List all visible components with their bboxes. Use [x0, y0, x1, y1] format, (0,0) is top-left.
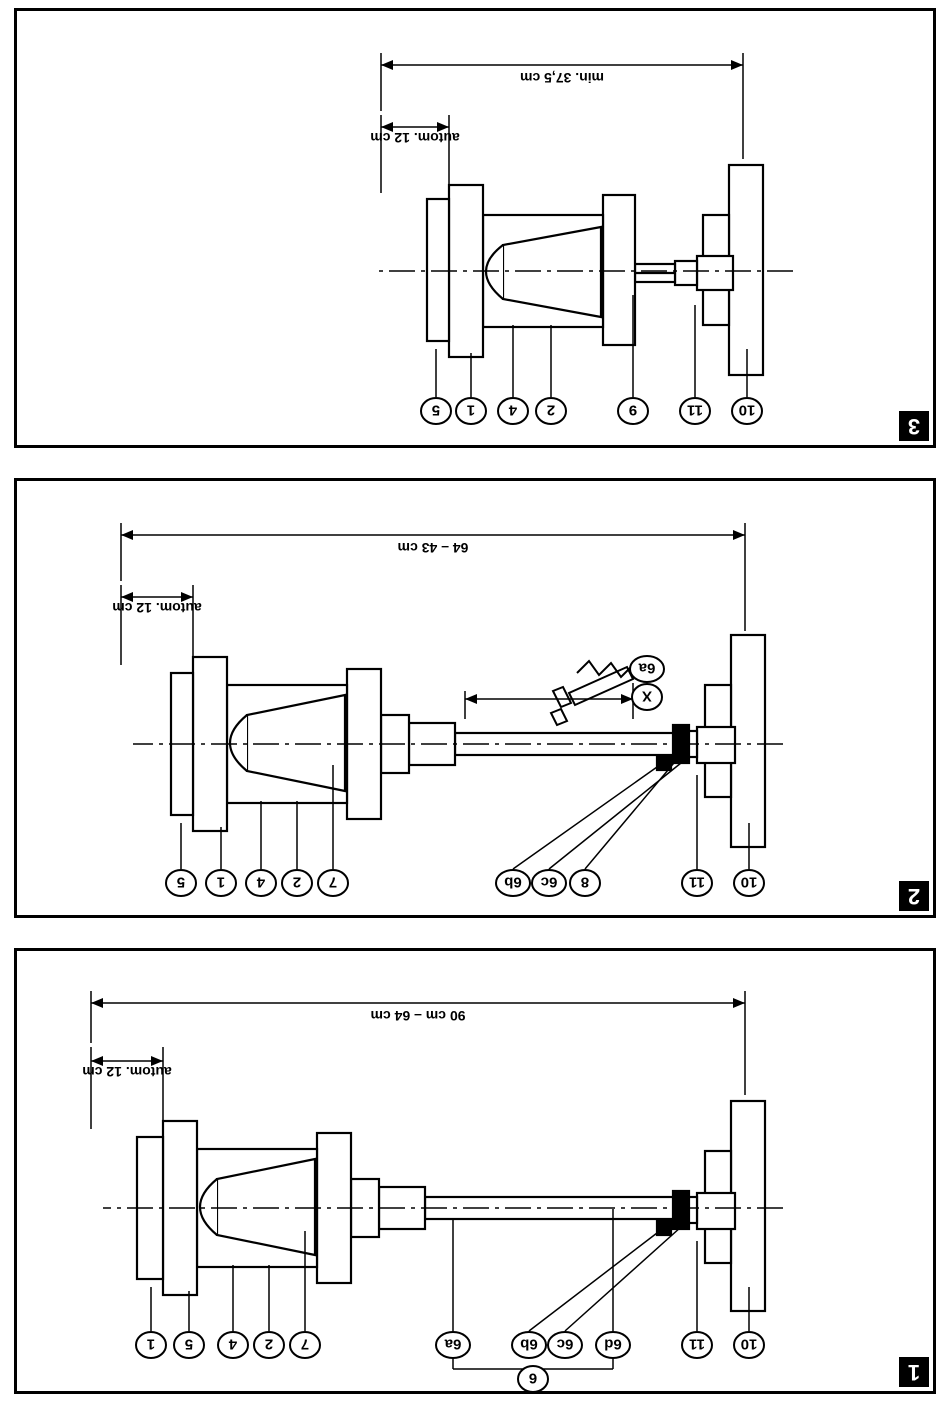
panel-3-number: 3 [899, 411, 929, 441]
dim-autom-12cm-2: autom. 12 cm [112, 600, 202, 616]
panel-1-drawing [17, 951, 933, 1391]
dim-range-1: 90 cm – 64 cm [370, 1008, 466, 1024]
dim-range-2: 64 – 43 cm [397, 540, 469, 556]
callout-2-f: 6b [504, 873, 522, 891]
callout-2-e: 7 [328, 873, 338, 891]
callout-3-e: 9 [628, 401, 638, 419]
callout-1-k: 10 [740, 1335, 758, 1353]
callout-1-e: 7 [300, 1335, 310, 1353]
callout-3-c: 4 [508, 401, 518, 419]
callout-2-a: 5 [176, 873, 186, 891]
dim-autom-12cm-1: autom. 12 cm [82, 1064, 172, 1080]
panel-2-number: 2 [899, 881, 929, 911]
callout-2-extra-x: X [641, 687, 653, 705]
callout-1-i: 6d [604, 1335, 622, 1353]
callout-1-f: 6a [444, 1335, 462, 1353]
callout-1-group: 6 [528, 1369, 538, 1387]
panel-1 [14, 948, 936, 1394]
callout-2-h: 8 [580, 873, 590, 891]
callout-1-c: 4 [228, 1335, 238, 1353]
panel-3-drawing [17, 11, 933, 445]
callout-2-c: 4 [256, 873, 266, 891]
callout-2-d: 2 [292, 873, 302, 891]
panel-3 [14, 8, 936, 448]
callout-3-a: 5 [431, 401, 441, 419]
callout-2-b: 1 [216, 873, 226, 891]
callout-1-h: 6c [556, 1335, 574, 1353]
callout-1-g: 6b [520, 1335, 538, 1353]
callout-2-j: 10 [740, 873, 758, 891]
panel-1-number: 1 [899, 1357, 929, 1387]
dim-min375-3: min. 37,5 cm [519, 70, 605, 86]
callout-2-extra-a: 6a [638, 659, 656, 677]
callout-3-b: 1 [466, 401, 476, 419]
panel-2 [14, 478, 936, 918]
callout-3-f: 11 [687, 401, 703, 419]
panel-2-drawing [17, 481, 933, 915]
callout-1-b: 5 [184, 1335, 194, 1353]
callout-1-a: 1 [146, 1335, 156, 1353]
callout-3-g: 10 [738, 401, 756, 419]
callout-3-d: 2 [546, 401, 556, 419]
callout-2-i: 11 [689, 873, 705, 891]
dim-autom-12cm-3: autom. 12 cm [370, 130, 460, 146]
callout-2-g: 6c [540, 873, 558, 891]
callout-1-d: 2 [264, 1335, 274, 1353]
callout-1-j: 11 [689, 1335, 705, 1353]
